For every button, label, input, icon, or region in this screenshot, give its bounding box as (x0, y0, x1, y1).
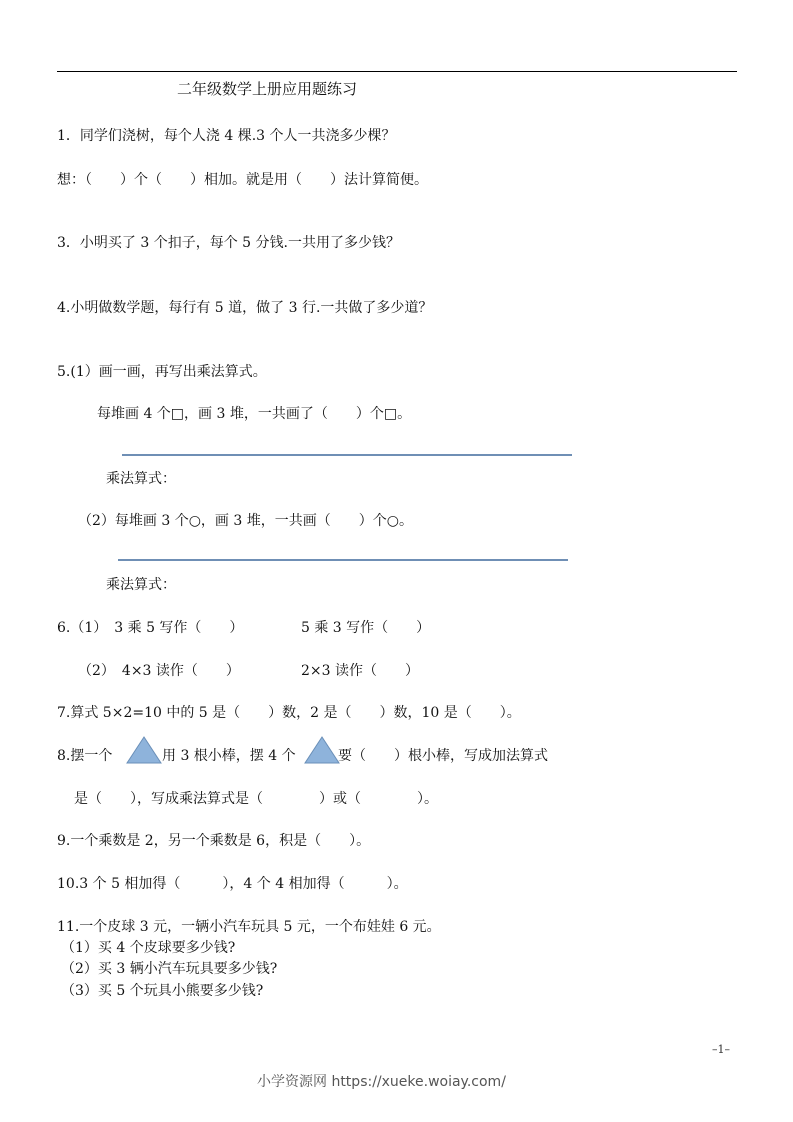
question-11-part-2: （2）买 3 辆小汽车玩具要多少钱? (61, 961, 278, 977)
question-1-think: 想：（ ）个（ ）相加。就是用（ ）法计算简便。 (57, 172, 428, 188)
page-number: –1– (712, 1043, 730, 1056)
triangle-shape-1 (126, 736, 162, 764)
question-6-part-2b: 2×3 读作（ ） (301, 663, 419, 679)
drawing-answer-line-1 (122, 454, 572, 456)
question-10: 10.3 个 5 相加得（ ），4 个 4 相加得（ ）。 (57, 876, 408, 892)
question-5-title: 5.(1）画一画，再写出乘法算式。 (57, 364, 267, 380)
question-7: 7.算式 5×2=10 中的 5 是（ ）数，2 是（ ）数，10 是（ ）。 (57, 705, 521, 721)
page-title: 二年级数学上册应用题练习 (177, 80, 358, 98)
question-1: 1．同学们浇树，每个人浇 4 棵.3 个人一共浇多少棵？ (57, 128, 396, 144)
question-8-line-2: 是（ ），写成乘法算式是（ ）或（ ）。 (74, 791, 438, 807)
question-5-part-2: （2）每堆画 3 个○，画 3 堆，一共画（ ）个○。 (78, 513, 413, 529)
question-9: 9.一个乘数是 2，另一个乘数是 6，积是（ ）。 (57, 833, 371, 849)
question-8-part-c: 要（ ）根小棒，写成加法算式 (338, 748, 548, 764)
question-6-part-2a: （2） 4×3 读作（ ） (78, 663, 240, 679)
question-11: 11.一个皮球 3 元，一辆小汽车玩具 5 元，一个布娃娃 6 元。 (57, 919, 441, 935)
footer-source: 小学资源网 https://xueke.woiay.com/ (257, 1074, 506, 1090)
question-4: 4.小明做数学题，每行有 5 道，做了 3 行.一共做了多少道？ (57, 300, 433, 316)
question-6-part-1a: 6.（1） 3 乘 5 写作（ ） (57, 620, 244, 636)
question-5-formula-label-1: 乘法算式： (106, 471, 176, 487)
question-11-part-3: （3）买 5 个玩具小熊要多少钱? (61, 983, 264, 999)
question-6-part-1b: 5 乘 3 写作（ ） (301, 620, 431, 636)
question-5-part-1: 每堆画 4 个□，画 3 堆，一共画了（ ）个□。 (97, 406, 412, 422)
top-rule (57, 71, 737, 72)
question-3: 3．小明买了 3 个扣子，每个 5 分钱.一共用了多少钱？ (57, 235, 400, 251)
triangle-shape-2 (304, 736, 340, 764)
question-5-formula-label-2: 乘法算式： (106, 577, 176, 593)
drawing-answer-line-2 (118, 559, 568, 561)
question-8-part-b: 用 3 根小棒，摆 4 个 (162, 748, 296, 764)
question-8-part-a: 8.摆一个 (57, 748, 113, 764)
question-11-part-1: （1）买 4 个皮球要多少钱? (61, 940, 236, 956)
